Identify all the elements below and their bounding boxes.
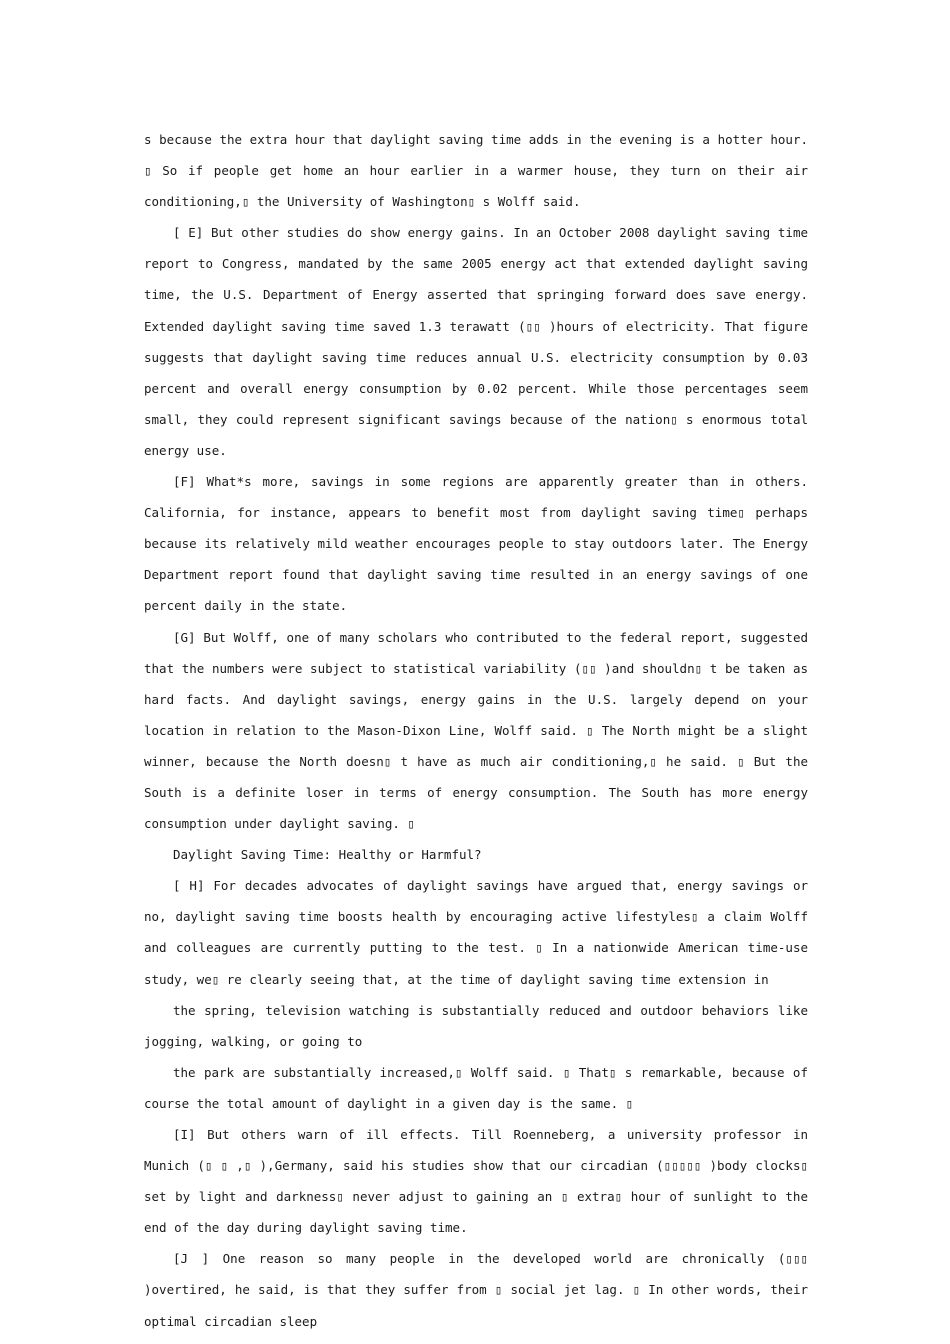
paragraph-continuation: s because the extra hour that daylight saving time adds in the evening is a hotter hour. ▯ So if people get home an hour earlier in a warmer house, they turn on their air conditioning,▯ the University of Washington▯ s Wolff said. <box>144 132 808 210</box>
section-heading: Daylight Saving Time: Healthy or Harmful? <box>173 847 482 863</box>
paragraph-e: [ E] But other studies do show energy gains. In an October 2008 daylight saving time report to Congress, mandated by the same 2005 energy act that extended daylight saving time, the U.S. Department of Energy asserted that springing forward does save energy. Extended daylight saving time saved 1.3 terawatt (▯▯ )hours of electricity. That figure suggests that daylight saving time reduces annual U.S. electricity consumption by 0.03 percent and overall energy consumption by 0.02 percent. While those percentages seem small, they could represent significant savings because of the nation▯ s enormous total energy use. <box>144 225 808 458</box>
paragraph-j: [J ] One reason so many people in the developed world are chronically (▯▯▯ )overtired, he said, is that they suffer from ▯ social jet lag. ▯ In other words, their optimal circadian sleep <box>144 1251 808 1329</box>
paragraph-i: [I] But others warn of ill effects. Till Roenneberg, a university professor in Munich (▯ ▯ ,▯ ),Germany, said his studies show that our circadian (▯▯▯▯▯ )body clocks▯ set by light and darkness▯ never adjust to gaining an ▯ extra▯ hour of sunlight to the end of the day during daylight saving time. <box>144 1127 808 1236</box>
paragraph-f: [F] What*s more, savings in some regions are apparently greater than in others. California, for instance, appears to benefit most from daylight saving time▯ perhaps because its relatively mild weather encourages people to stay outdoors later. The Energy Department report found that daylight saving time resulted in an energy savings of one percent daily in the state. <box>144 474 808 614</box>
paragraph-h: [ H] For decades advocates of daylight savings have argued that, energy savings or no, daylight saving time boosts health by encouraging active lifestyles▯ a claim Wolff and colleagues are currently putting to the test. ▯ In a nationwide American time-use study, we▯ re clearly seeing that, at the time of daylight saving time extension in <box>144 878 808 987</box>
paragraph-h-cont-1: the spring, television watching is substantially reduced and outdoor behaviors like jogging, walking, or going to <box>144 1002 808 1049</box>
document-page <box>144 124 808 1337</box>
paragraph-h-cont-2: the park are substantially increased,▯ Wolff said. ▯ That▯ s remarkable, because of course the total amount of daylight in a given day is the same. ▯ <box>144 1064 808 1111</box>
paragraph-g: [G] But Wolff, one of many scholars who contributed to the federal report, suggested that the numbers were subject to statistical variability (▯▯ )and shouldn▯ t be taken as hard facts. And daylight savings, energy gains in the U.S. largely depend on your location in relation to the Mason-Dixon Line, Wolff said. ▯ The North might be a slight winner, because the North doesn▯ t have as much air conditioning,▯ he said. ▯ But the South is a definite loser in terms of energy consumption. The South has more energy consumption under daylight saving. ▯ <box>144 629 808 832</box>
